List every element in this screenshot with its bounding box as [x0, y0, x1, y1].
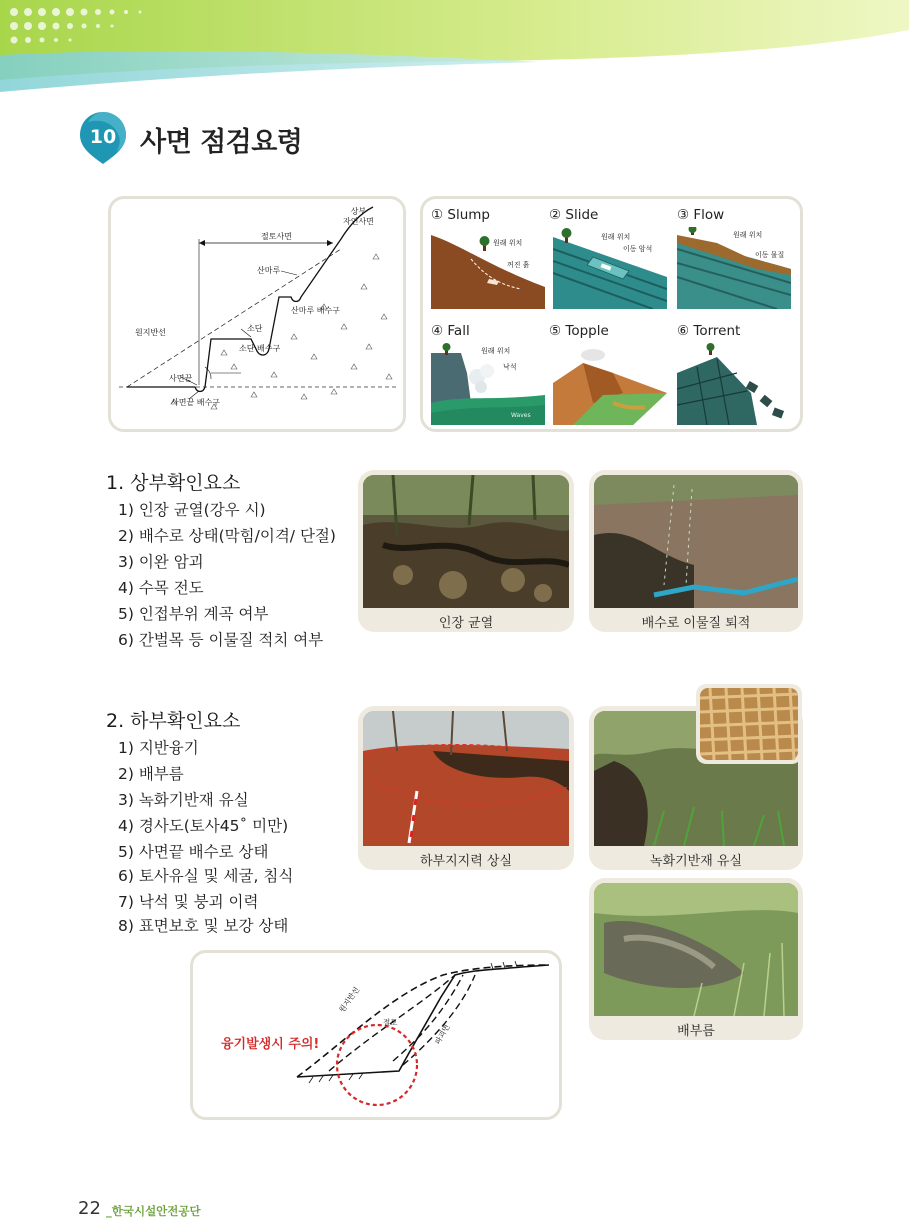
fall-note-rockfall: 낙석: [503, 363, 517, 371]
label-upper-natural-slope: 상부 자연사면: [343, 207, 374, 226]
upper-item-4: 4) 수목 전도: [118, 579, 204, 597]
label-slope-toe: 사면끝: [169, 374, 193, 383]
flow-note-original: 원래 위치: [733, 231, 763, 239]
base-support-loss-photo: [363, 711, 569, 846]
type-fall-label: ④ Fall: [431, 323, 470, 339]
uplift-label-cut: 절토: [383, 1018, 398, 1027]
upper-item-6: 6) 간벌목 등 이물질 적치 여부: [118, 631, 324, 649]
label-ridge-drain: 산마루 배수구: [291, 306, 340, 315]
photo-card-bulging: [589, 878, 803, 1040]
lower-item-7: 7) 낙석 및 붕괴 이력: [118, 893, 259, 911]
slide-note-original: 원래 위치: [601, 233, 631, 241]
label-berm: 소단: [247, 324, 263, 333]
header-wave-decoration: [0, 0, 909, 100]
section-number: 10: [89, 126, 117, 148]
slope-structure-diagram: [108, 196, 406, 432]
upper-item-1: 1) 인장 균열(강우 시): [118, 501, 266, 519]
type-flow-label: ③ Flow: [677, 207, 725, 223]
fall-illustration: [431, 343, 545, 425]
photo-card-tension-crack: [358, 470, 574, 632]
caption-drain-debris: 배수로 이물질 퇴적: [641, 616, 751, 631]
slope-failure-types: [420, 196, 803, 432]
slope-diagram-drawing: [111, 199, 403, 429]
torrent-illustration: [677, 343, 791, 425]
upper-item-2: 2) 배수로 상태(막힘/이격/ 단절): [118, 527, 336, 545]
tension-crack-photo: [363, 475, 569, 608]
type-torrent-label: ⑥ Torrent: [677, 323, 741, 339]
flow-note-moved-material: 이동 물질: [755, 251, 785, 259]
uplift-warning-text: 융기발생시 주의!: [221, 1037, 320, 1052]
drain-debris-photo: [594, 475, 798, 608]
slump-note-original: 원래 위치: [493, 239, 523, 247]
label-toe-drain: 사면끝 배수구: [171, 398, 220, 407]
lower-item-3: 3) 녹화기반재 유실: [118, 791, 249, 809]
uplift-label-original-ground: 원지반선: [337, 985, 362, 1015]
lower-item-5: 5) 사면끝 배수로 상태: [118, 843, 269, 861]
lower-item-8: 8) 표면보호 및 보강 상태: [118, 917, 289, 935]
upper-item-5: 5) 인접부위 계곡 여부: [118, 605, 269, 623]
vegetation-mat-closeup-photo: [696, 684, 802, 764]
uplift-label-failure-surface: 파괴면: [432, 1022, 452, 1046]
uplift-caution-diagram: [190, 950, 562, 1120]
fall-note-original: 원래 위치: [481, 347, 511, 355]
lower-item-2: 2) 배부름: [118, 765, 184, 783]
caption-bulging: 배부름: [677, 1024, 715, 1039]
caption-tension-crack: 인장 균열: [438, 616, 494, 631]
upper-section-heading: 1. 상부확인요소: [106, 472, 241, 494]
label-cut-slope: 절토사면: [261, 232, 292, 241]
label-berm-drain: 소단 배수구: [239, 344, 281, 353]
bulging-photo: [594, 883, 798, 1016]
type-slump-label: ① Slump: [431, 207, 490, 223]
topple-illustration: [553, 343, 667, 425]
page-number: 22: [78, 1198, 101, 1219]
photo-card-drain-debris: [589, 470, 803, 632]
upper-item-3: 3) 이완 암괴: [118, 553, 204, 571]
caption-vegetation-loss: 녹화기반재 유실: [649, 854, 743, 869]
lower-item-4: 4) 경사도(토사45˚ 미만): [118, 817, 289, 835]
label-original-ground: 원지반선: [135, 328, 166, 337]
flow-illustration: [677, 227, 791, 309]
slide-illustration: [553, 227, 667, 309]
type-slide-label: ② Slide: [549, 207, 599, 223]
photo-card-base-support-loss: [358, 706, 574, 870]
slide-note-moved-rock: 이동 암석: [623, 245, 653, 253]
caption-base-support-loss: 하부지지력 상실: [419, 854, 513, 869]
section-number-badge: [78, 110, 128, 166]
slump-note-sunk: 꺼진 흙: [507, 261, 530, 269]
lower-item-1: 1) 지반융기: [118, 739, 199, 757]
organization-name: _한국시설안전공단: [106, 1204, 201, 1218]
fall-note-waves: Waves: [511, 412, 531, 419]
lower-item-6: 6) 토사유실 및 세굴, 침식: [118, 867, 294, 885]
type-topple-label: ⑤ Topple: [549, 323, 609, 339]
lower-section-heading: 2. 하부확인요소: [106, 710, 241, 732]
label-ridge: 산마루: [257, 266, 281, 275]
slump-illustration: [431, 227, 545, 309]
section-title: 사면 점검요령: [140, 127, 303, 158]
